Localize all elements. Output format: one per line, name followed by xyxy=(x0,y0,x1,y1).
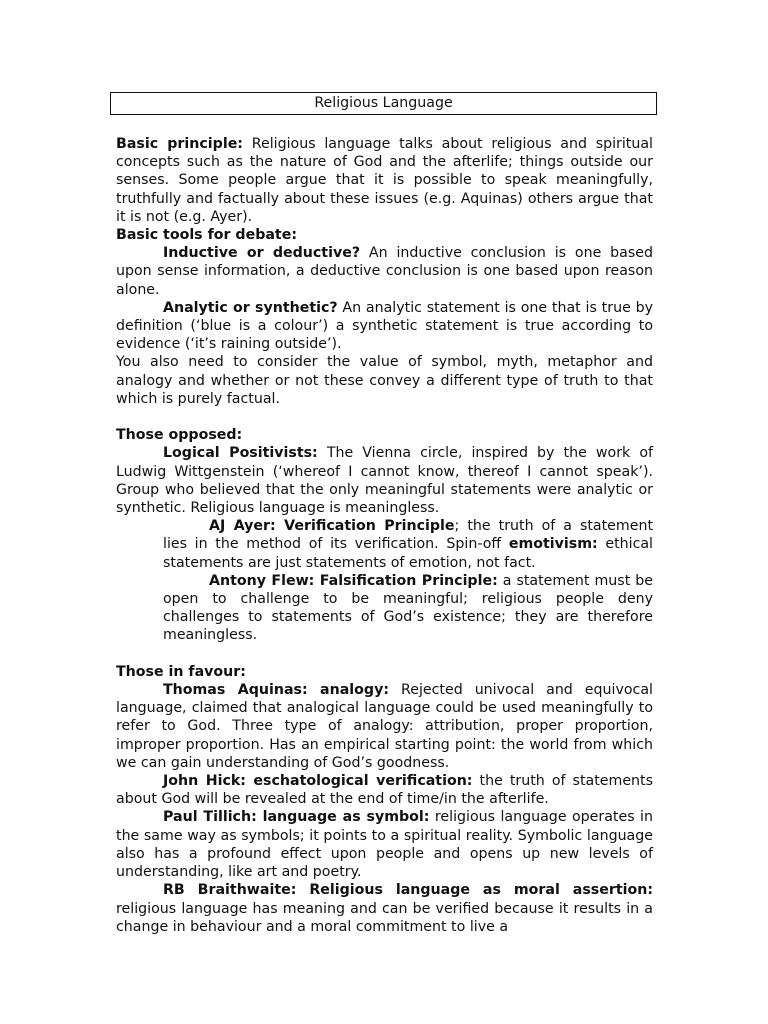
inductive-text: An inductive conclusion is one based upon sense information, a deductive conclusion is one based upon reason alone. xyxy=(116,245,654,298)
basic-principle-text: Religious language talks about religious and spiritual concepts such as the nature of God and the afterlife; things outside our senses. Some people argue that it is possible to speak meaningfully, truthfully and factually about these issues (e.g. Aquinas) others argue that it is not (e.g. Ayer). xyxy=(116,136,654,225)
tillich-label: Paul Tillich: language as symbol: xyxy=(163,809,430,826)
basic-principle-label: Basic principle: xyxy=(116,136,243,152)
spacer xyxy=(116,408,653,426)
inductive-label: Inductive or deductive? xyxy=(163,245,361,262)
basic-tools-heading: Basic tools for debate: xyxy=(116,227,298,244)
basic-principle-paragraph xyxy=(116,135,653,226)
tillich-paragraph xyxy=(116,808,653,881)
document-body xyxy=(116,135,653,936)
inductive-paragraph xyxy=(116,244,653,299)
analytic-text: An analytic statement is one that is true by definition (‘blue is a colour’) a synthetic statement is true according to evidence (‘it’s raining outside’). xyxy=(116,299,654,353)
ayer-paragraph xyxy=(163,517,653,572)
hick-text: the truth of statements about God will be revealed at the end of time/in the afterlife. xyxy=(116,773,653,808)
ayer-label: AJ Ayer: Verification Principle xyxy=(209,518,455,535)
flew-label: Antony Flew: Falsification Principle: xyxy=(209,572,498,589)
page-title: Religious Language xyxy=(110,92,657,115)
braithwaite-text: religious language has meaning and can be verified because it results in a change in behaviour and a moral commitment to live a xyxy=(116,900,653,935)
aquinas-text: Rejected univocal and equivocal language, claimed that analogical language could be used meaningfully to refer to God. Three type of analogy: attribution, proper proportion, improper proportion. Has an empirical starting point: the world from which we can gain understanding of God’s goodness. xyxy=(116,682,653,771)
favour-heading: Those in favour: xyxy=(116,663,246,680)
hick-label: John Hick: eschatological verification: xyxy=(163,773,473,790)
braithwaite-label: RB Braithwaite: Religious language as moral assertion: xyxy=(163,882,653,899)
flew-text: a statement must be open to challenge to be meaningful; religious people deny challenges to statements of God’s existence; they are therefore meaningless. xyxy=(163,572,653,644)
analytic-label: Analytic or synthetic? xyxy=(163,299,338,316)
emotivism-text: ethical statements are just statements of emotion, not fact. xyxy=(163,536,653,571)
logical-positivists-paragraph xyxy=(116,444,653,517)
symbol-note-paragraph: You also need to consider the value of symbol, myth, metaphor and analogy and whether or not these convey a different type of truth to that which is purely factual. xyxy=(116,354,653,407)
aquinas-paragraph xyxy=(116,681,653,772)
opposed-heading: Those opposed: xyxy=(116,427,243,444)
analytic-paragraph xyxy=(116,299,653,354)
emotivism-label: emotivism: xyxy=(508,536,598,553)
logical-positivists-text: The Vienna circle, inspired by the work of Ludwig Wittgenstein (‘whereof I cannot know, thereof I cannot speak’). Group who believed that the only meaningful statements were analytic or synthetic. Religious language is meaningless. xyxy=(116,445,654,517)
flew-paragraph xyxy=(163,572,653,645)
spacer xyxy=(116,645,653,663)
logical-positivists-label: Logical Positivists: xyxy=(163,445,318,462)
hick-paragraph xyxy=(116,772,653,808)
tillich-text: religious language operates in the same way as symbols; it points to a spiritual reality. Symbolic language also has a profound effect upon people and opens up new levels of understanding, like art and poetry. xyxy=(116,809,653,881)
braithwaite-paragraph xyxy=(116,881,653,936)
ayer-text: ; the truth of a statement lies in the method of its verification. Spin-off xyxy=(163,518,654,553)
aquinas-label: Thomas Aquinas: analogy: xyxy=(163,682,389,699)
